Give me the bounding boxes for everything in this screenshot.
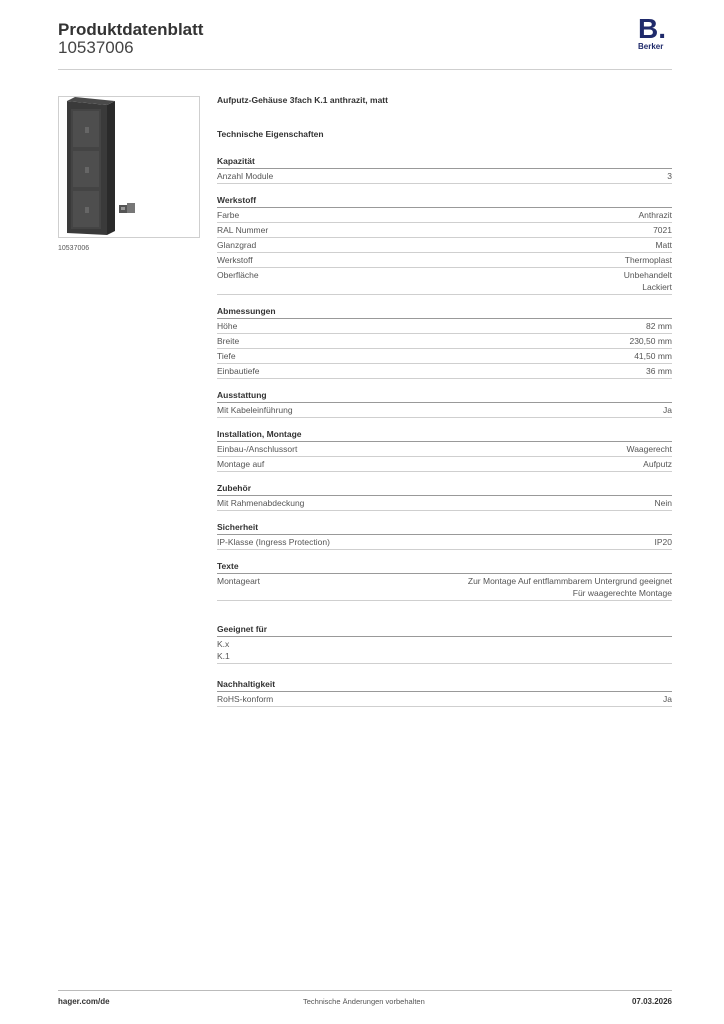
spec-value: IP20 bbox=[654, 537, 672, 547]
spec-row bbox=[217, 319, 672, 334]
enclosure-illustration bbox=[59, 97, 199, 237]
footer-divider bbox=[58, 990, 672, 991]
section-texte bbox=[217, 560, 672, 601]
spec-value: Nein bbox=[654, 498, 672, 508]
spec-value-line: Lackiert bbox=[642, 282, 672, 292]
brand-name: Berker bbox=[638, 42, 664, 51]
spec-row bbox=[217, 574, 672, 601]
spec-row bbox=[217, 169, 672, 184]
berker-logo bbox=[638, 13, 676, 54]
image-caption: 10537006 bbox=[58, 245, 90, 252]
section-kapazitaet bbox=[217, 155, 672, 184]
spec-label: RAL Nummer bbox=[217, 225, 269, 235]
suitable-item: K.x bbox=[217, 639, 230, 649]
page-title: Produktdatenblatt bbox=[58, 20, 204, 39]
spec-label: Tiefe bbox=[217, 351, 236, 361]
product-image bbox=[58, 96, 200, 238]
spec-row bbox=[217, 692, 672, 707]
spec-label: Glanzgrad bbox=[217, 240, 257, 250]
spec-row bbox=[217, 208, 672, 223]
spec-row bbox=[217, 403, 672, 418]
spec-label: Mit Rahmenabdeckung bbox=[217, 498, 305, 508]
spec-row bbox=[217, 223, 672, 238]
section-zubehoer bbox=[217, 482, 672, 511]
spec-value-line: Für waagerechte Montage bbox=[572, 588, 672, 598]
section-installation bbox=[217, 428, 672, 472]
tech-heading: Technische Eigenschaften bbox=[217, 129, 324, 139]
section-heading: Werkstoff bbox=[217, 194, 672, 208]
spec-value: 36 mm bbox=[646, 366, 672, 376]
spec-label: IP-Klasse (Ingress Protection) bbox=[217, 537, 330, 547]
footer-disclaimer: Technische Änderungen vorbehalten bbox=[303, 997, 425, 1006]
spec-value: Matt bbox=[655, 240, 672, 250]
section-heading: Installation, Montage bbox=[217, 428, 672, 442]
spec-row bbox=[217, 238, 672, 253]
spec-value: 82 mm bbox=[646, 321, 672, 331]
section-heading: Abmessungen bbox=[217, 305, 672, 319]
section-abmessungen bbox=[217, 305, 672, 379]
spec-row bbox=[217, 334, 672, 349]
section-heading: Texte bbox=[217, 560, 672, 574]
spec-label: Anzahl Module bbox=[217, 171, 274, 181]
spec-label: Mit Kabeleinführung bbox=[217, 405, 293, 415]
spec-row bbox=[217, 457, 672, 472]
spec-label: Oberfläche bbox=[217, 270, 259, 280]
section-ausstattung bbox=[217, 389, 672, 418]
spec-label: Breite bbox=[217, 336, 240, 346]
spec-value: 230,50 mm bbox=[629, 336, 672, 346]
brand-letter: B. bbox=[638, 13, 666, 44]
suitable-item: K.1 bbox=[217, 651, 230, 661]
section-werkstoff bbox=[217, 194, 672, 295]
spec-row bbox=[217, 253, 672, 268]
spec-row bbox=[217, 496, 672, 511]
spec-value: 41,50 mm bbox=[634, 351, 672, 361]
spec-value: Waagerecht bbox=[626, 444, 672, 454]
spec-row bbox=[217, 364, 672, 379]
section-heading: Sicherheit bbox=[217, 521, 672, 535]
spec-content bbox=[217, 95, 672, 707]
spec-value: Anthrazit bbox=[638, 210, 672, 220]
spec-value: Ja bbox=[663, 694, 672, 704]
spec-value: Thermoplast bbox=[624, 255, 672, 265]
spec-label: Montage auf bbox=[217, 459, 265, 469]
spec-value-multi bbox=[624, 269, 672, 293]
spec-value-line: Zur Montage Auf entflammbarem Untergrund geeignet bbox=[467, 576, 672, 586]
spec-value-line: Unbehandelt bbox=[623, 270, 672, 280]
footer-website-link[interactable]: hager.com/de bbox=[58, 997, 110, 1006]
spec-label: Einbautiefe bbox=[217, 366, 260, 376]
spec-row bbox=[217, 535, 672, 550]
spec-value: 7021 bbox=[653, 225, 672, 235]
spec-label: Montageart bbox=[217, 576, 260, 586]
article-number: 10537006 bbox=[58, 38, 134, 57]
spec-value: Aufputz bbox=[643, 459, 672, 469]
section-heading: Geeignet für bbox=[217, 623, 672, 637]
spec-row bbox=[217, 349, 672, 364]
spec-label: Einbau-/Anschlussort bbox=[217, 444, 298, 454]
section-heading: Zubehör bbox=[217, 482, 672, 496]
spec-label: Werkstoff bbox=[217, 255, 253, 265]
header-divider bbox=[58, 69, 672, 70]
section-geeignet bbox=[217, 623, 672, 664]
spec-value: 3 bbox=[667, 171, 672, 181]
section-nachhaltigkeit bbox=[217, 678, 672, 707]
product-title: Aufputz-Gehäuse 3fach K.1 anthrazit, matt bbox=[217, 95, 388, 105]
section-heading: Kapazität bbox=[217, 155, 672, 169]
spec-label: RoHS-konform bbox=[217, 694, 274, 704]
spec-value: Ja bbox=[663, 405, 672, 415]
suitable-list bbox=[217, 637, 672, 664]
section-sicherheit bbox=[217, 521, 672, 550]
spec-label: Farbe bbox=[217, 210, 240, 220]
section-heading: Nachhaltigkeit bbox=[217, 678, 672, 692]
spec-label: Höhe bbox=[217, 321, 238, 331]
spec-row bbox=[217, 268, 672, 295]
section-heading: Ausstattung bbox=[217, 389, 672, 403]
footer-date: 07.03.2026 bbox=[631, 997, 672, 1006]
spec-row bbox=[217, 442, 672, 457]
spec-value-multi bbox=[468, 575, 672, 599]
